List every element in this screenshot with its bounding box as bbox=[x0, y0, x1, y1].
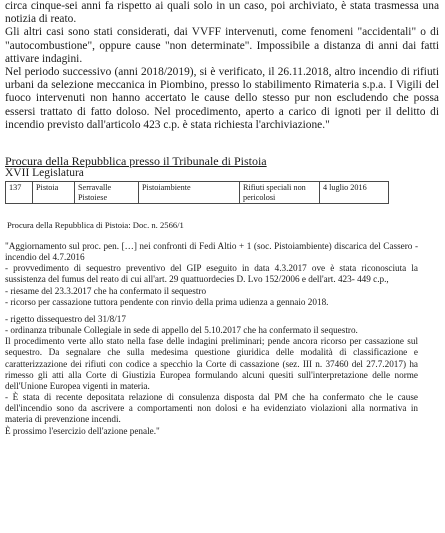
table-cell: Pistoiambiente bbox=[139, 182, 240, 204]
table-cell: Rifiuti speciali non pericolosi bbox=[240, 182, 320, 204]
paragraph: Gli altri casi sono stati considerati, dai VVFF intervenuti, come fenomeni "accidentali" o di "autocombustione", oppure cause "non determinate". Impossibile a distanza di anni dai fatti attivare indagini. bbox=[5, 26, 439, 65]
table-cell: 137 bbox=[6, 182, 33, 204]
table-cell: Pistoia bbox=[33, 182, 75, 204]
legislature-label: XVII Legislatura bbox=[5, 167, 84, 179]
paragraph: Il procedimento verte allo stato nella fase delle indagini preliminari; pende ancora ricorso per cassazione sul sequestro. Da segnalare che sulla medesima questione giuridica delle modalità di classificazione e caratterizzazione dei rifiuti con codice a specchio la Corte di cassazione (sez. III n. 37460 del 27.7.2017) ha rimesso gli atti alla Corte di Giustizia Europea formulando alcuni quesiti sull'interpretazione delle norme dell'Unione Europea vigenti in materia. bbox=[5, 336, 418, 391]
table-cell: Serravalle Pistoiese bbox=[75, 182, 139, 204]
list-item: - È stata di recente depositata relazione di consulenza disposta dal PM che ha confermato che le cause dell'incendio sono da ascrivere a comportamenti non dolosi e ha evidenziato violazioni alla normativa in materia di prevenzione incendi. bbox=[5, 392, 418, 425]
table-row bbox=[6, 182, 389, 204]
paragraph: circa cinque-sei anni fa rispetto ai quali solo in un caso, poi archiviato, è stata trasmessa una notizia di reato. bbox=[5, 0, 439, 26]
section-heading: Procura della Repubblica presso il Tribunale di Pistoia bbox=[5, 154, 267, 168]
list-item: - ordinanza tribunale Collegiale in sede di appello del 5.10.2017 che ha confermato il sequestro. bbox=[5, 325, 358, 336]
quoted-text bbox=[5, 241, 418, 437]
list-item: - rigetto dissequestro del 31/8/17 bbox=[5, 313, 126, 324]
list-item: - ricorso per cassazione tuttora pendente con rinvio della prima udienza a gennaio 2018. bbox=[5, 296, 329, 307]
record-table bbox=[5, 181, 389, 204]
list-item: - provvedimento di sequestro preventivo del GIP eseguito in data 4.3.2017 ove è stata riconosciuta la sussistenza del fumus del reato di cui all'art. 29 quattuordecies D. Lvo 152/2006 e dell'art. 423- 449 c.p., bbox=[5, 263, 418, 285]
paragraph: È prossimo l'esercizio dell'azione penale." bbox=[5, 425, 160, 436]
list-item: - riesame del 23.3.2017 che ha confermato il sequestro bbox=[5, 285, 207, 296]
intro-text bbox=[5, 0, 439, 132]
paragraph: Nel periodo successivo (anni 2018/2019), si è verificato, il 26.11.2018, altro incendio di rifiuti urbani da selezione meccanica in Piombino, presso lo stabilimento Rimateria s.p.a. I Vigili del fuoco intervenuti non hanno accertato le cause dello stesso pur non escludendo che possa essersi trattato di fatto doloso. Nel procedimento, aperto a carico di ignoti per il delitto di incendio previsto dall'articolo 423 c.p. è stata richiesta l'archiviazione." bbox=[5, 66, 439, 131]
table-cell: 4 luglio 2016 bbox=[320, 182, 389, 204]
paragraph: "Aggiornamento sul proc. pen. […] nei confronti di Fedi Altio + 1 (soc. Pistoiambiente) discarica del Cassero - incendio del 4.7.2016 bbox=[5, 241, 418, 263]
document-reference: Procura della Repubblica di Pistoia: Doc. n. 2566/1 bbox=[7, 220, 184, 230]
